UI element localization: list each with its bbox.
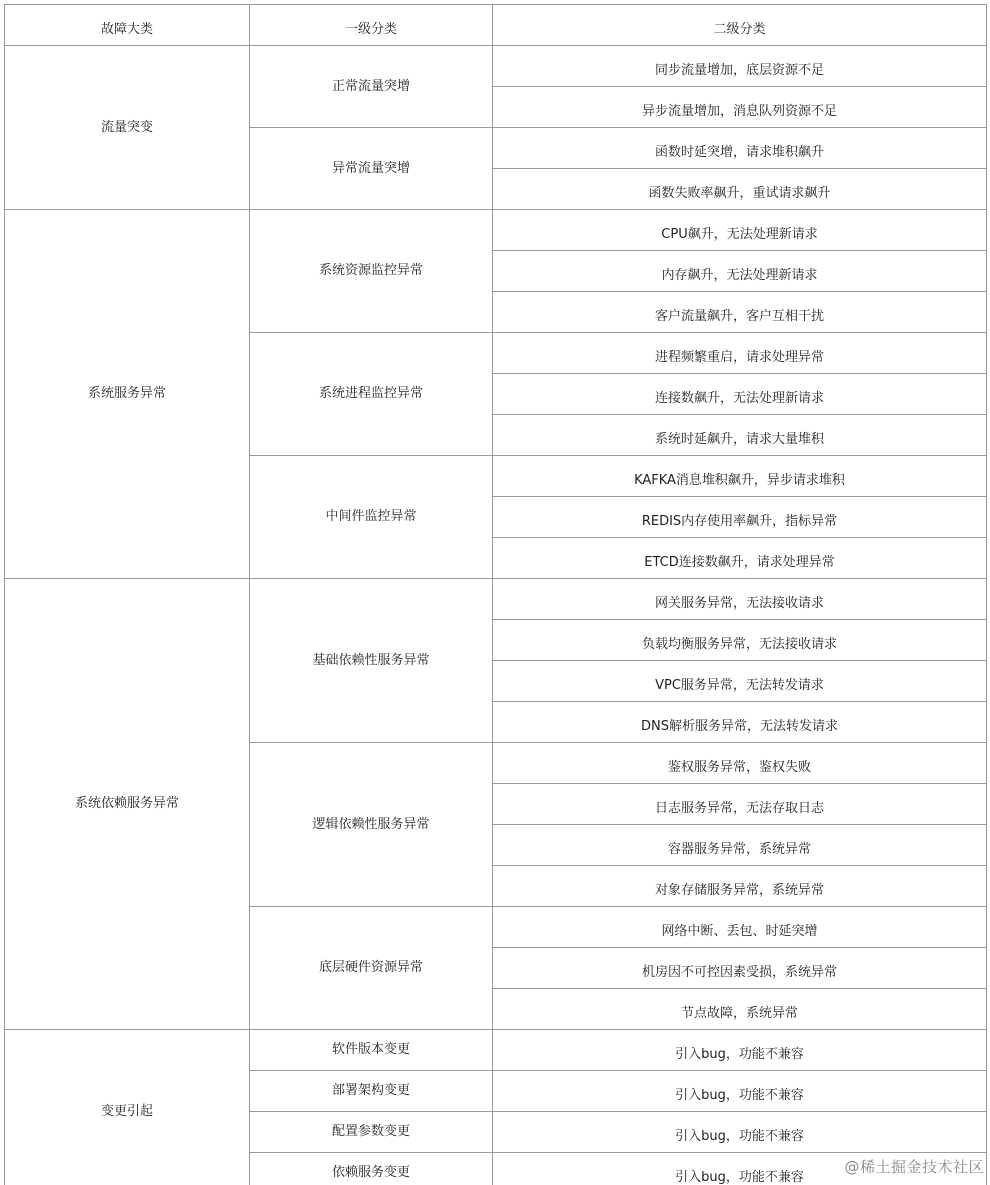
level1-category-cell: 异常流量突增: [250, 128, 493, 210]
level1-category-cell: 配置参数变更: [250, 1112, 493, 1153]
level2-category-cell: 机房因不可控因素受损，系统异常: [493, 948, 987, 989]
level2-category-cell: DNS解析服务异常，无法转发请求: [493, 702, 987, 743]
level2-category-cell: 异步流量增加，消息队列资源不足: [493, 87, 987, 128]
level1-category-cell: 中间件监控异常: [250, 456, 493, 579]
level2-category-cell: 对象存储服务异常，系统异常: [493, 866, 987, 907]
level1-category-cell: 依赖服务变更: [250, 1153, 493, 1185]
table-row: [5, 1030, 987, 1071]
level1-category-cell: 底层硬件资源异常: [250, 907, 493, 1030]
level1-category-cell: 逻辑依赖性服务异常: [250, 743, 493, 907]
level2-category-cell: REDIS内存使用率飙升，指标异常: [493, 497, 987, 538]
table-header: [5, 5, 987, 46]
table-row: [5, 579, 987, 620]
fault-category-cell: 流量突变: [5, 46, 250, 210]
level1-category-cell: 基础依赖性服务异常: [250, 579, 493, 743]
level2-category-cell: 进程频繁重启，请求处理异常: [493, 333, 987, 374]
level2-category-cell: 节点故障，系统异常: [493, 989, 987, 1030]
table-row: [5, 210, 987, 251]
level1-category-cell: 部署架构变更: [250, 1071, 493, 1112]
level1-category-cell: 系统资源监控异常: [250, 210, 493, 333]
level2-category-cell: ETCD连接数飙升，请求处理异常: [493, 538, 987, 579]
level2-category-cell: 容器服务异常，系统异常: [493, 825, 987, 866]
header-fault-category: 故障大类: [5, 5, 250, 46]
watermark: @稀土掘金技术社区: [844, 1158, 984, 1176]
level2-category-cell: 引入bug，功能不兼容: [493, 1030, 987, 1071]
fault-category-cell: 变更引起: [5, 1030, 250, 1185]
level2-category-cell: 客户流量飙升，客户互相干扰: [493, 292, 987, 333]
level2-category-cell: 连接数飙升，无法处理新请求: [493, 374, 987, 415]
level2-category-cell: 同步流量增加，底层资源不足: [493, 46, 987, 87]
fault-classification-table: [4, 4, 987, 1185]
level1-category-cell: 正常流量突增: [250, 46, 493, 128]
level2-category-cell: 日志服务异常，无法存取日志: [493, 784, 987, 825]
level2-category-cell: 函数时延突增，请求堆积飙升: [493, 128, 987, 169]
fault-category-cell: 系统依赖服务异常: [5, 579, 250, 1030]
level1-category-cell: 软件版本变更: [250, 1030, 493, 1071]
level2-category-cell: 函数失败率飙升，重试请求飙升: [493, 169, 987, 210]
level2-category-cell: 引入bug，功能不兼容: [493, 1112, 987, 1153]
level2-category-cell: 系统时延飙升，请求大量堆积: [493, 415, 987, 456]
fault-category-cell: 系统服务异常: [5, 210, 250, 579]
header-level2-category: 二级分类: [493, 5, 987, 46]
table-body: [5, 46, 987, 1185]
level2-category-cell: 内存飙升，无法处理新请求: [493, 251, 987, 292]
header-level1-category: 一级分类: [250, 5, 493, 46]
level2-category-cell: 引入bug，功能不兼容: [493, 1071, 987, 1112]
level2-category-cell: 引入bug，功能不兼容: [493, 1153, 987, 1185]
level1-category-cell: 系统进程监控异常: [250, 333, 493, 456]
level2-category-cell: CPU飙升，无法处理新请求: [493, 210, 987, 251]
level2-category-cell: 网络中断、丢包、时延突增: [493, 907, 987, 948]
level2-category-cell: 网关服务异常，无法接收请求: [493, 579, 987, 620]
level2-category-cell: VPC服务异常，无法转发请求: [493, 661, 987, 702]
level2-category-cell: KAFKA消息堆积飙升，异步请求堆积: [493, 456, 987, 497]
table-row: [5, 46, 987, 87]
level2-category-cell: 鉴权服务异常，鉴权失败: [493, 743, 987, 784]
header-row: [5, 5, 987, 46]
level2-category-cell: 负载均衡服务异常，无法接收请求: [493, 620, 987, 661]
